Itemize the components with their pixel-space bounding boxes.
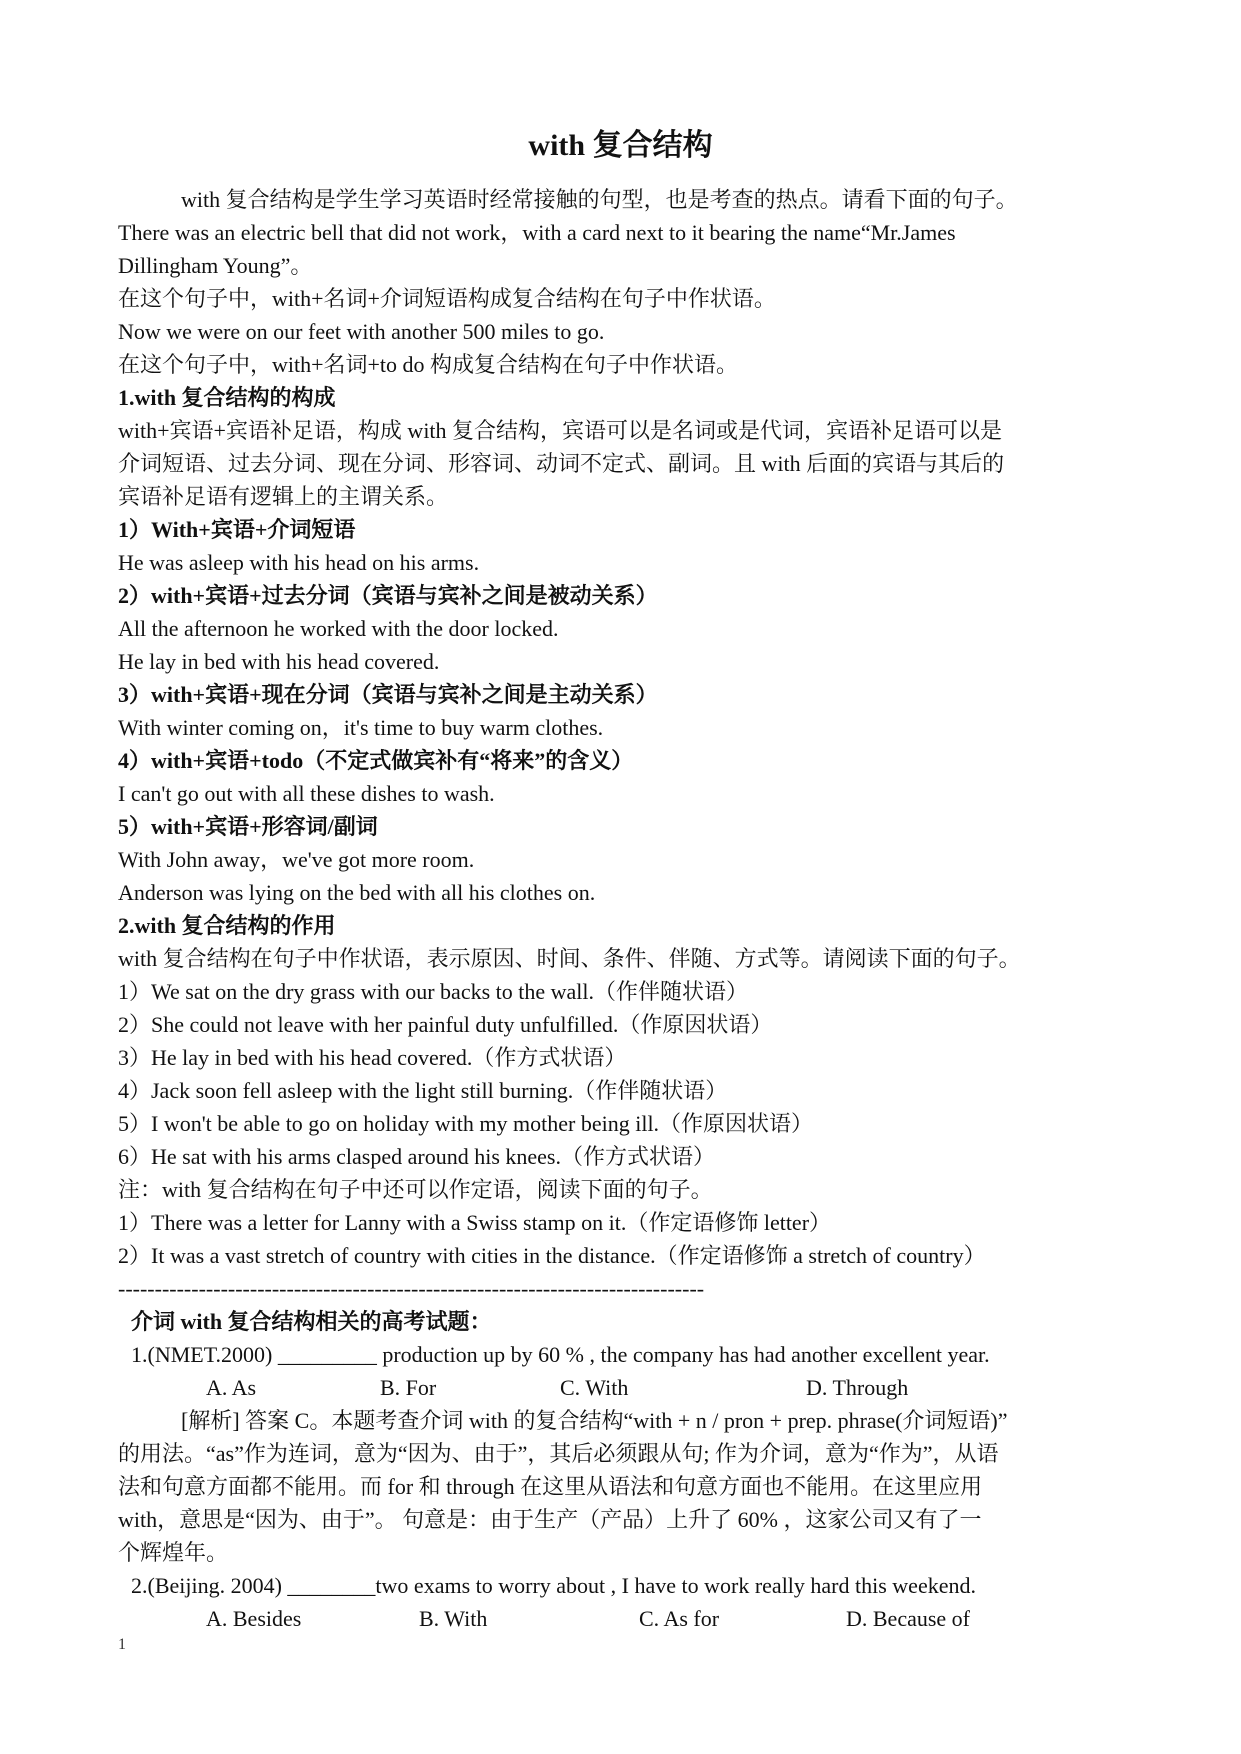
option-c: C. As for [639, 1606, 720, 1631]
list-item: 6）He sat with his arms clasped around his knees.（作方式状语） [118, 1144, 715, 1169]
example-sentence: Anderson was lying on the bed with all his clothes on. [118, 880, 596, 905]
subsection-heading: 3）with+宾语+现在分词（宾语与宾补之间是主动关系） [118, 682, 658, 707]
analysis-text: 法和句意方面都不能用。而 for 和 through 在这里从语法和句意方面也不能用。在这里应用 [118, 1474, 983, 1499]
divider: -------------------------------------------------------------------------------- [118, 1276, 705, 1301]
note: 注：with 复合结构在句子中还可以作定语，阅读下面的句子。 [118, 1177, 713, 1202]
example-note: 在这个句子中，with+名词+to do 构成复合结构在句子中作状语。 [118, 352, 739, 377]
list-item: 1）There was a letter for Lanny with a Swiss stamp on it.（作定语修饰 letter） [118, 1210, 832, 1235]
example-sentence: He lay in bed with his head covered. [118, 649, 440, 674]
example-sentence: I can't go out with all these dishes to wash. [118, 781, 495, 806]
list-item: 1）We sat on the dry grass with our backs to the wall.（作伴随状语） [118, 979, 749, 1004]
option-a: A. As [206, 1375, 257, 1400]
example-sentence: Dillingham Young”。 [118, 253, 313, 278]
example-note: 在这个句子中，with+名词+介词短语构成复合结构在句子中作状语。 [118, 286, 776, 311]
analysis-text: 个辉煌年。 [118, 1540, 229, 1565]
analysis-text: [解析] 答案 C。本题考查介词 with 的复合结构“with + n / pron + prep. phrase(介词短语)” [181, 1408, 1008, 1433]
example-sentence: With John away，we've got more room. [118, 847, 475, 872]
section-description: 宾语补足语有逻辑上的主谓关系。 [118, 484, 449, 509]
subsection-heading: 2）with+宾语+过去分词（宾语与宾补之间是被动关系） [118, 583, 658, 608]
page-title: with 复合结构 [528, 129, 713, 162]
example-sentence: Now we were on our feet with another 500 miles to go. [118, 319, 605, 344]
option-c: C. With [560, 1375, 629, 1400]
section-description: with+宾语+宾语补足语，构成 with 复合结构，宾语可以是名词或是代词，宾语补足语可以是 [118, 418, 1003, 443]
list-item: 3）He lay in bed with his head covered.（作方式状语） [118, 1045, 627, 1070]
example-sentence: He was asleep with his head on his arms. [118, 550, 480, 575]
subsection-heading: 5）with+宾语+形容词/副词 [118, 814, 378, 839]
example-sentence: All the afternoon he worked with the door locked. [118, 616, 559, 641]
question-stem: 1.(NMET.2000) _________ production up by 60 % , the company has had another excellent year. [131, 1342, 990, 1367]
option-b: B. For [380, 1375, 437, 1400]
option-d: D. Through [806, 1375, 909, 1400]
list-item: 4）Jack soon fell asleep with the light still burning.（作伴随状语） [118, 1078, 728, 1103]
section-heading: 1.with 复合结构的构成 [118, 385, 336, 410]
page-number: 1 [118, 1636, 126, 1653]
subsection-heading: 1）With+宾语+介词短语 [118, 517, 356, 542]
list-item: 5）I won't be able to go on holiday with my mother being ill.（作原因状语） [118, 1111, 814, 1136]
analysis-text: 的用法。“as”作为连词，意为“因为、由于”，其后必须跟从句; 作为介词，意为“作为”，从语 [118, 1441, 999, 1466]
question-options [118, 1371, 1128, 1404]
intro-paragraph: with 复合结构是学生学习英语时经常接触的句型，也是考查的热点。请看下面的句子。 [181, 187, 1018, 212]
option-d: D. Because of [846, 1606, 971, 1631]
analysis-text: with，意思是“因为、由于”。 句意是：由于生产（产品）上升了 60% ，这家公司又有了一 [118, 1507, 982, 1532]
section-heading: 2.with 复合结构的作用 [118, 913, 336, 938]
section-description: 介词短语、过去分词、现在分词、形容词、动词不定式、副词。且 with 后面的宾语与其后的 [118, 451, 1005, 476]
option-a: A. Besides [206, 1606, 302, 1631]
list-item: 2）It was a vast stretch of country with cities in the distance.（作定语修饰 a stretch of country） [118, 1243, 986, 1268]
subsection-heading: 4）with+宾语+todo（不定式做宾补有“将来”的含义） [118, 748, 634, 773]
section-description: with 复合结构在句子中作状语，表示原因、时间、条件、伴随、方式等。请阅读下面的句子。 [118, 946, 1021, 971]
question-stem: 2.(Beijing. 2004) ________two exams to worry about , I have to work really hard this weekend. [131, 1573, 976, 1598]
document-body [118, 183, 1128, 1635]
question-options [118, 1602, 1128, 1635]
exam-heading: 介词 with 复合结构相关的高考试题： [131, 1309, 492, 1334]
list-item: 2）She could not leave with her painful duty unfulfilled.（作原因状语） [118, 1012, 773, 1037]
example-sentence: With winter coming on，it's time to buy warm clothes. [118, 715, 604, 740]
example-sentence: There was an electric bell that did not work，with a card next to it bearing the name“Mr.James [118, 220, 956, 245]
option-b: B. With [419, 1606, 488, 1631]
